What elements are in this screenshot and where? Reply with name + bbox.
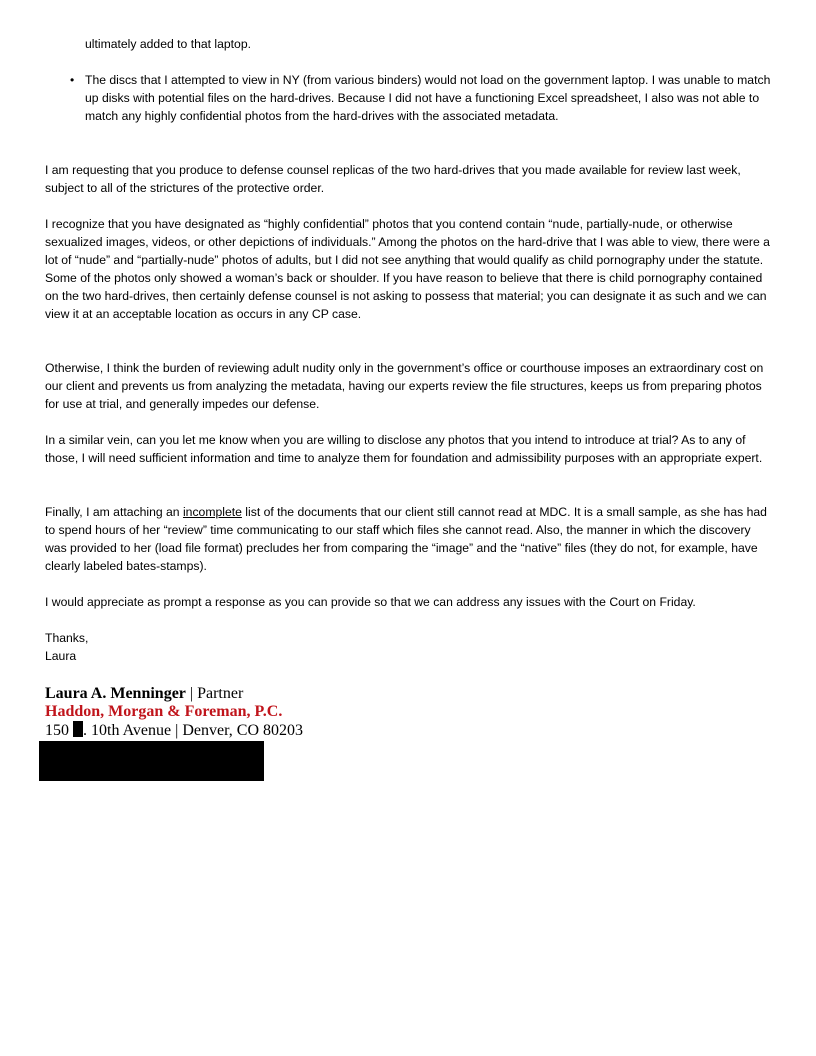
redaction-inline <box>73 721 83 737</box>
paragraph-finally <box>45 503 773 575</box>
paragraph-request: I am requesting that you produce to defense counsel replicas of the two hard-drives that you made available for review last week, subject to all of the strictures of the protective order. <box>45 163 741 195</box>
paragraph-recognize: I recognize that you have designated as “highly confidential” photos that you contend contain “nude, partially-nude, or otherwise sexualized images, videos, or other depictions of individuals.” Among the photos on the hard-drive that I was able to view, there were a lot of “nude” and “partially-nude” photos of adults, but I did not see anything that would qualify as child pornography under the statute. Some of the photos only showed a woman’s back or shoulder. If you have reason to believe that there is child pornography contained on the two hard-drives, then certainly defense counsel is not asking to possess that material; you can designate it as such and we can view it at an acceptable location as occurs in any CP case. <box>45 217 770 321</box>
address-rest: . 10th Avenue | Denver, CO 80203 <box>83 722 304 739</box>
signature-address <box>45 721 645 740</box>
paragraph-otherwise: Otherwise, I think the burden of reviewing adult nudity only in the government’s office or courthouse imposes an extraordinary cost on our client and prevents us from analyzing the metadata, having our experts review the file structures, keeps us from preparing photos for use at trial, and generally impedes our defense. <box>45 361 764 411</box>
bullet-continuation-text: ultimately added to that laptop. <box>85 37 251 51</box>
signature-name-line <box>45 685 645 703</box>
address-number: 150 <box>45 722 73 739</box>
finally-text-before: Finally, I am attaching an <box>45 505 183 519</box>
closing-thanks: Thanks, <box>45 631 89 645</box>
bullet-discs-text: The discs that I attempted to view in NY (from various binders) would not load on the government laptop. I was unable to match up disks with potential files on the hard-drives. Because I did not have a functioning Excel spreadsheet, I also was not able to match any highly confidential photos from the hard-drives with the associated metadata. <box>85 73 771 123</box>
signature-title: Partner <box>197 685 244 702</box>
incomplete-underlined: incomplete <box>182 505 242 519</box>
signature-name: Laura A. Menninger <box>45 685 186 702</box>
closing-name: Laura <box>45 649 77 663</box>
signature-separator: | <box>185 685 198 702</box>
signature-firm: Haddon, Morgan & Foreman, P.C. <box>45 703 283 720</box>
redaction-block <box>39 741 264 781</box>
paragraph-similar-vein: In a similar vein, can you let me know when you are willing to disclose any photos that you intend to introduce at trial? As to any of those, I will need sufficient information and time to analyze them for foundation and admissibility purposes with an appropriate expert. <box>45 433 763 465</box>
bullet-marker: • <box>70 73 75 87</box>
finally-text-after: list of the documents that our client still cannot read at MDC. It is a small sample, as she has had to spend hours of her “review” time communicating to our staff which files she cannot read. Also, the manner in which the discovery was provided to her (load file format) precludes her from comparing the “image” and the “native” files (they do not, for example, have clearly labeled bates-stamps). <box>45 505 767 573</box>
paragraph-appreciate: I would appreciate as prompt a response as you can provide so that we can address any issues with the Court on Friday. <box>45 595 696 609</box>
